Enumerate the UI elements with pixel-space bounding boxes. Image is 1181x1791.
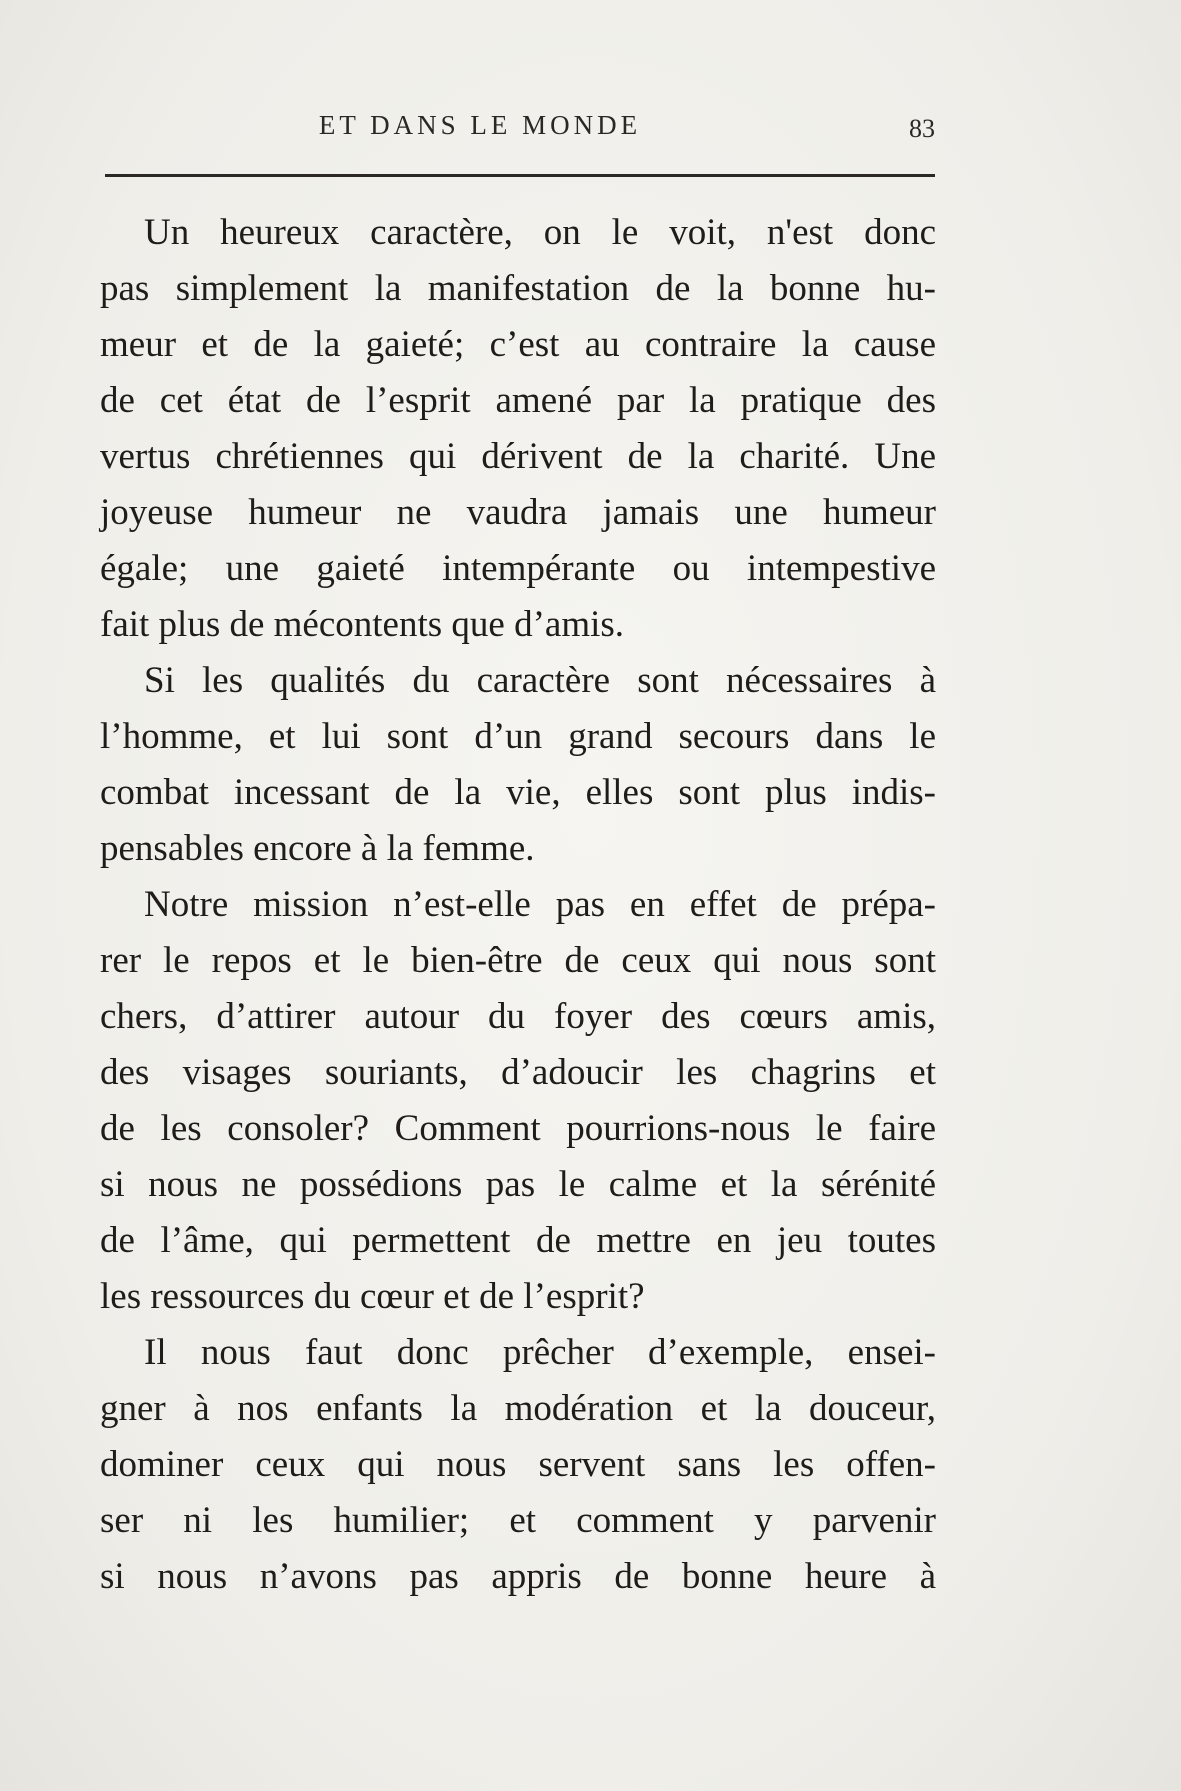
- text-line: meur et de la gaieté; c’est au contraire la cause: [100, 324, 936, 365]
- header-rule: [105, 174, 935, 177]
- text-line: joyeuse humeur ne vaudra jamais une humeur: [100, 492, 936, 533]
- text-line: l’homme, et lui sont d’un grand secours dans le: [100, 716, 936, 757]
- text-line: pas simplement la manifestation de la bonne hu-: [100, 268, 936, 309]
- text-line: Un heureux caractère, on le voit, n'est donc: [144, 212, 936, 253]
- page-number: 83: [909, 114, 935, 143]
- paragraph: [100, 1325, 936, 1605]
- text-line: Si les qualités du caractère sont nécessaires à: [144, 660, 936, 701]
- text-line: dominer ceux qui nous servent sans les offen-: [100, 1444, 936, 1485]
- text-line: Notre mission n’est-elle pas en effet de prépa-: [144, 884, 936, 925]
- text-line: vertus chrétiennes qui dérivent de la charité. Une: [100, 436, 936, 477]
- text-line: chers, d’attirer autour du foyer des cœurs amis,: [100, 996, 936, 1037]
- text-line: de l’âme, qui permettent de mettre en jeu toutes: [100, 1220, 936, 1261]
- paragraph: [100, 877, 936, 1325]
- text-line: les ressources du cœur et de l’esprit?: [100, 1276, 645, 1317]
- paragraph: [100, 653, 936, 877]
- body-text: [100, 205, 936, 1605]
- text-line: de cet état de l’esprit amené par la pratique des: [100, 380, 936, 421]
- paragraph: [100, 205, 936, 653]
- text-line: fait plus de mécontents que d’amis.: [100, 604, 625, 645]
- text-line: gner à nos enfants la modération et la douceur,: [100, 1388, 936, 1429]
- text-line: Il nous faut donc prêcher d’exemple, ensei-: [144, 1332, 936, 1373]
- text-line: de les consoler? Comment pourrions-nous le faire: [100, 1108, 936, 1149]
- text-line: si nous n’avons pas appris de bonne heure à: [100, 1556, 936, 1597]
- running-head: [105, 110, 935, 146]
- text-line: rer le repos et le bien-être de ceux qui nous sont: [100, 940, 936, 981]
- text-line: pensables encore à la femme.: [100, 828, 535, 869]
- text-line: combat incessant de la vie, elles sont plus indis-: [100, 772, 936, 813]
- running-title: ET DANS LE MONDE: [318, 110, 642, 140]
- text-line: si nous ne possédions pas le calme et la sérénité: [100, 1164, 936, 1205]
- text-line: égale; une gaieté intempérante ou intempestive: [100, 548, 936, 589]
- text-line: ser ni les humilier; et comment y parvenir: [100, 1500, 936, 1541]
- text-line: des visages souriants, d’adoucir les chagrins et: [100, 1052, 936, 1093]
